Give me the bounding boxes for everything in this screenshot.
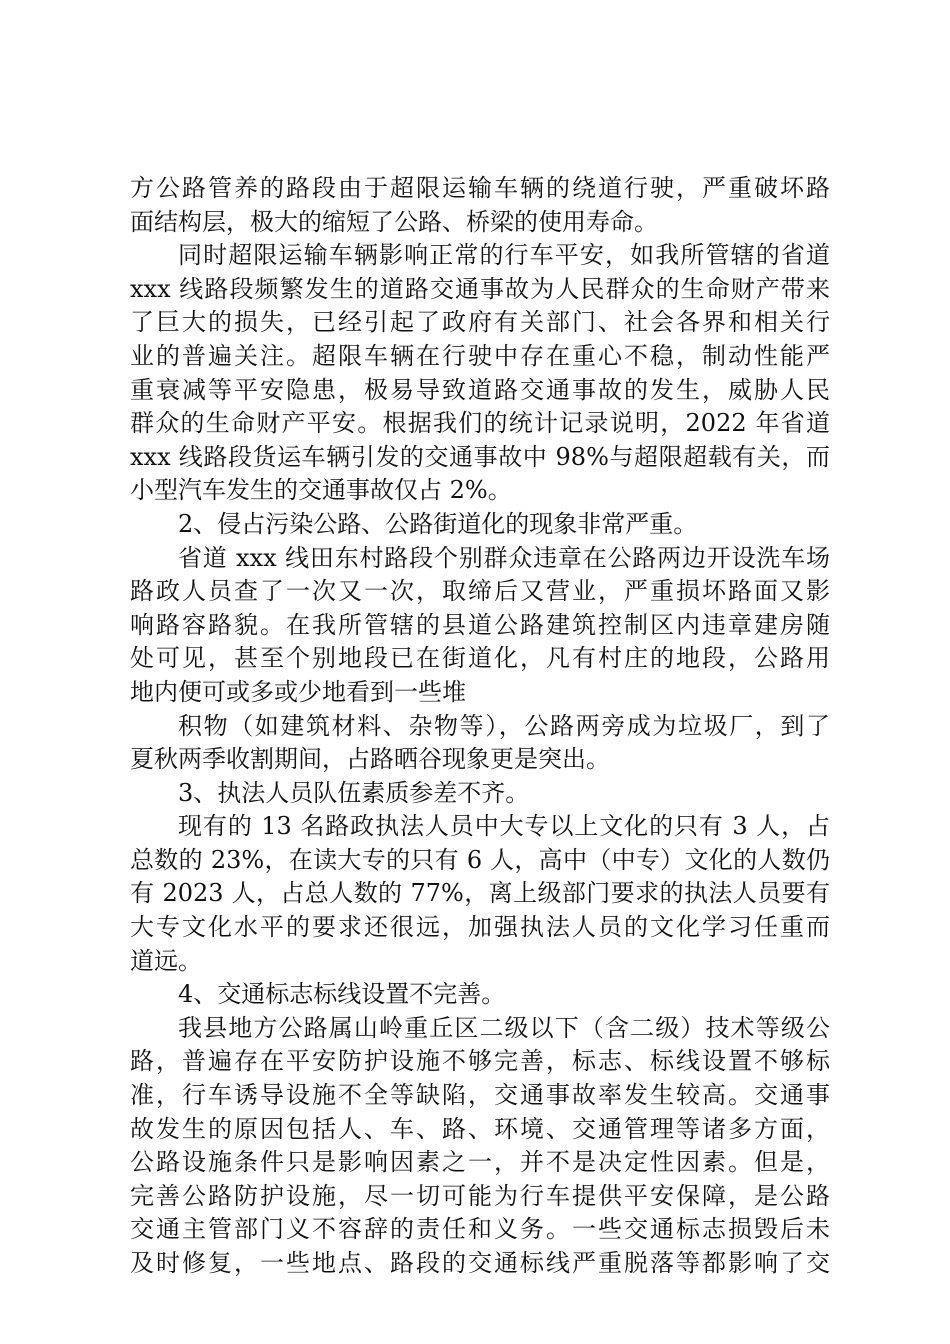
- text-line: 路，普遍存在平安防护设施不够完善，标志、标线设置不够标: [130, 1047, 830, 1076]
- text-line: 公路设施条件只是影响因素之一，并不是决定性因素。但是，: [130, 1148, 830, 1177]
- text-line: 积物（如建筑材料、杂物等），公路两旁成为垃圾厂，到了: [178, 711, 830, 740]
- paragraph: [130, 810, 830, 978]
- text-line: 路政人员查了一次又一次，取缔后又营业，严重损坏路面又影: [130, 577, 830, 606]
- section-heading: [130, 777, 830, 811]
- text-line: 2、侵占污染公路、公路街道化的现象非常严重。: [178, 509, 698, 538]
- text-line: 夏秋两季收割期间，占路晒谷现象更是突出。: [130, 745, 610, 774]
- text-line: 准，行车诱导设施不全等缺陷，交通事故率发生较高。交通事: [130, 1081, 830, 1110]
- paragraph: [130, 239, 830, 508]
- paragraph: [130, 710, 830, 777]
- section-heading: [130, 978, 830, 1012]
- text-line: 及时修复，一些地点、路段的交通标线严重脱落等都影响了交: [130, 1249, 830, 1277]
- text-line: 现有的 13 名路政执法人员中大专以上文化的只有 3 人，占: [178, 812, 830, 841]
- document-body: [130, 172, 830, 1281]
- text-line: 面结构层，极大的缩短了公路、桥梁的使用寿命。: [130, 207, 658, 236]
- text-line: 同时超限运输车辆影响正常的行车平安，如我所管辖的省道: [178, 241, 830, 270]
- text-line: 地内便可或多或少地看到一些堆: [130, 677, 466, 706]
- text-line: 交通主管部门义不容辞的责任和义务。一些交通标志损毁后未: [130, 1215, 830, 1244]
- paragraph: [130, 1012, 830, 1281]
- text-line: 道远。: [130, 946, 202, 975]
- text-line: 4、交通标志标线设置不完善。: [178, 980, 506, 1009]
- text-line: 完善公路防护设施，尽一切可能为行车提供平安保障，是公路: [130, 1181, 830, 1210]
- text-line: 群众的生命财产平安。根据我们的统计记录说明，2022 年省道: [130, 409, 830, 438]
- text-line: xxx 线路段频繁发生的道路交通事故为人民群众的生命财产带来: [130, 274, 830, 303]
- text-line: 业的普遍关注。超限车辆在行驶中存在重心不稳，制动性能严: [130, 341, 830, 370]
- paragraph: [130, 172, 830, 239]
- text-line: 小型汽车发生的交通事故仅占 2%。: [130, 476, 512, 505]
- text-line: 了巨大的损失，已经引起了政府有关部门、社会各界和相关行: [130, 308, 830, 337]
- paragraph: [130, 542, 830, 710]
- text-line: 响路容路貌。在我所管辖的县道公路建筑控制区内违章建房随: [130, 610, 830, 639]
- text-line: 省道 xxx 线田东村路段个别群众违章在公路两边开设洗车场: [178, 543, 830, 572]
- text-line: 重衰减等平安隐患，极易导致道路交通事故的发生，威胁人民: [130, 375, 830, 404]
- text-line: xxx 线路段货运车辆引发的交通事故中 98%与超限超载有关，而: [130, 442, 830, 471]
- text-line: 方公路管养的路段由于超限运输车辆的绕道行驶，严重破坏路: [130, 174, 830, 202]
- section-heading: [130, 508, 830, 542]
- text-line: 总数的 23%，在读大专的只有 6 人，高中（中专）文化的人数仍: [130, 845, 830, 874]
- text-line: 我县地方公路属山岭重丘区二级以下（含二级）技术等级公: [178, 1013, 830, 1042]
- text-line: 3、执法人员队伍素质参差不齐。: [178, 778, 530, 807]
- text-line: 大专文化水平的要求还很远，加强执法人员的文化学习任重而: [130, 913, 830, 942]
- text-line: 处可见，甚至个别地段已在街道化，凡有村庄的地段，公路用: [130, 644, 830, 673]
- text-line: 故发生的原因包括人、车、路、环境、交通管理等诸多方面，: [130, 1114, 830, 1143]
- text-line: 有 2023 人，占总人数的 77%，离上级部门要求的执法人员要有: [130, 879, 830, 908]
